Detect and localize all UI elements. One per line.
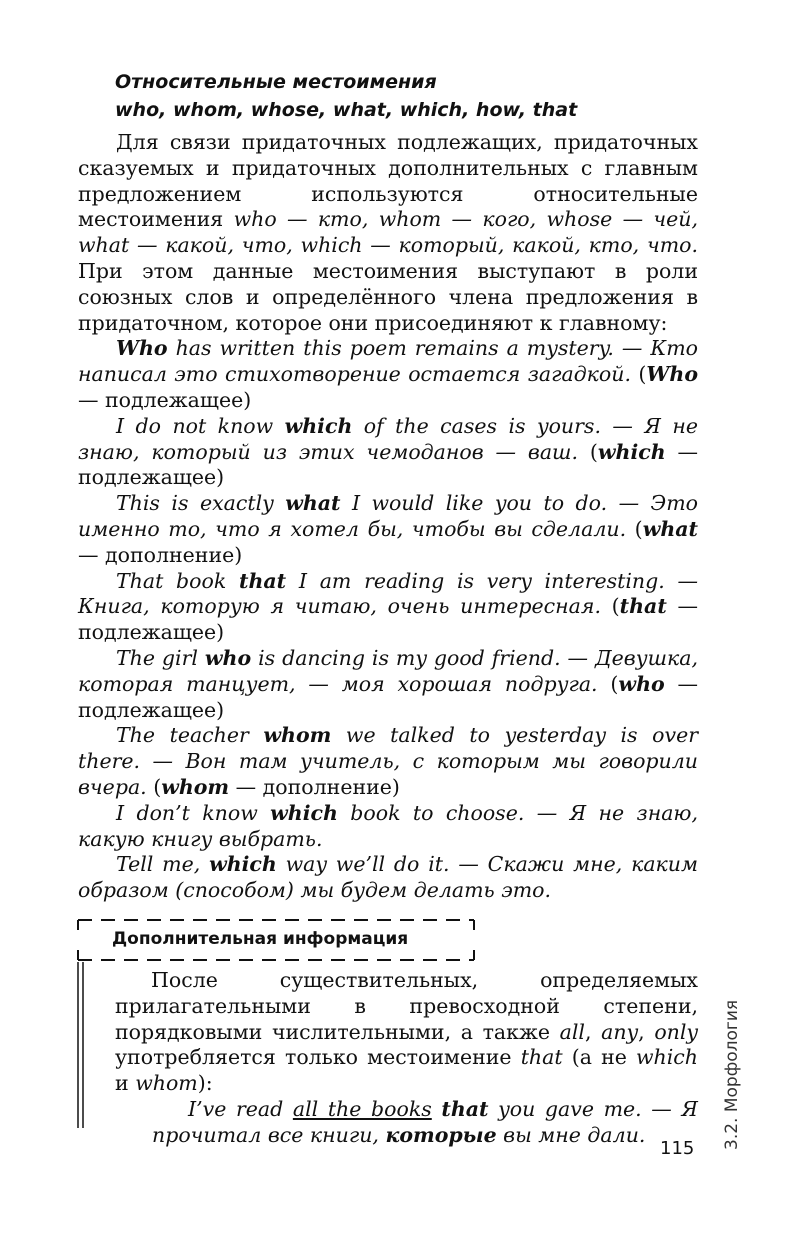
note-keyword: what (642, 516, 698, 541)
term-which-translation: — который, какой, кто, что. (362, 233, 698, 258)
example-8 (78, 852, 698, 904)
example-end: вы мне дали. (496, 1122, 646, 1147)
note-text: — подлежащее) (78, 387, 252, 412)
example-keyword: which (209, 852, 277, 877)
underlined-phrase: all the books (292, 1096, 432, 1121)
term-only: only (654, 1019, 698, 1044)
term-what-translation: — какой, что, (129, 233, 301, 258)
example-text: is dancing is my good friend. — Девушка, которая танцует, — моя хорошая подруга. (78, 645, 698, 696)
example-2 (78, 414, 698, 491)
term-whose-translation: — чей, (612, 207, 699, 232)
extra-text-3: (а не (562, 1045, 636, 1070)
example-pre: I don’t know (116, 800, 271, 825)
example-pre: That book (116, 568, 240, 593)
example-pre: I do not know (116, 413, 285, 438)
extra-example (152, 1097, 698, 1149)
note-open: ( (597, 671, 619, 696)
note-keyword: who (618, 671, 665, 696)
example-keyword: who (204, 645, 252, 670)
example-7 (78, 801, 698, 853)
example-keyword: what (285, 491, 341, 516)
example-pre: This is exactly (116, 491, 286, 516)
term-all: all (559, 1019, 585, 1044)
extra-info-title: Дополнительная информация (112, 929, 409, 949)
example-1 (78, 336, 698, 413)
intro-text-2: При этом данные местоимения выступают в роли союзных слов и определённого члена предложения в придаточном, которое они присоединяют к главному: (78, 258, 698, 335)
example-keyword-ru: которые (385, 1122, 497, 1147)
extra-text-5: ): (197, 1071, 213, 1096)
example-text: we talked to yesterday is over there. — Вон там учитель, с которым мы говорили вчера. (78, 723, 699, 799)
example-keyword: Who (116, 336, 168, 361)
term-that: that (520, 1045, 563, 1070)
example-text: I am reading is very interesting. — Книга, которую я читаю, очень интересная. (78, 568, 698, 619)
note-text: — подлежащее) (78, 671, 698, 722)
example-pre: The girl (116, 645, 205, 670)
note-keyword: whom (161, 774, 230, 799)
note-open: ( (578, 439, 598, 464)
example-4 (78, 569, 698, 646)
example-3 (78, 491, 698, 568)
intro-text-1: Для связи придаточных подлежащих, придаточных сказуемых и придаточных дополнительных с главным предложением используются относительные местоимения (78, 130, 698, 232)
heading-line-1: Относительные местоимения (115, 71, 437, 93)
extra-text-4: и (115, 1071, 136, 1096)
note-open: ( (146, 774, 162, 799)
term-whom: whom (378, 207, 442, 232)
chapter-side-label: 3.2. Морфология (722, 999, 742, 1150)
extra-text-2: употребляется только местоимение (115, 1045, 521, 1070)
example-text: you gave me. — Я прочитал все книги, (152, 1096, 698, 1147)
term-whose: whose (546, 207, 613, 232)
note-open: ( (600, 594, 620, 619)
note-keyword: which (597, 439, 666, 464)
note-text: — подлежащее) (78, 594, 698, 645)
note-open: ( (626, 516, 643, 541)
section-heading (115, 68, 715, 124)
term-whom-translation: — кого, (441, 207, 547, 232)
term-whom: whom (135, 1071, 198, 1096)
example-pre: The teacher (116, 723, 264, 748)
note-text: — подлежащее) (78, 439, 699, 490)
space (432, 1097, 442, 1121)
extra-info-body (115, 968, 698, 1149)
comma: , (584, 1019, 602, 1044)
page-number: 115 (660, 1138, 695, 1159)
term-what: what (78, 233, 130, 258)
main-text (78, 130, 698, 904)
term-who: who (233, 207, 277, 232)
examples-list (78, 336, 698, 904)
note-keyword: Who (646, 362, 699, 387)
example-pre: Tell me, (116, 852, 210, 877)
term-who-translation: — кто, (276, 207, 379, 232)
example-keyword: whom (263, 723, 332, 748)
example-5 (78, 646, 698, 723)
extra-paragraph (115, 968, 698, 1097)
term-any: any (601, 1019, 639, 1044)
note-keyword: that (619, 594, 667, 619)
term-which: which (636, 1045, 698, 1070)
example-pre: I’ve read (188, 1096, 293, 1121)
note-text: — дополнение) (229, 774, 400, 799)
intro-paragraph (78, 130, 698, 336)
heading-line-2: who, whom, whose, what, which, how, that (115, 99, 578, 121)
comma: , (638, 1019, 655, 1044)
example-keyword: which (284, 413, 353, 438)
example-keyword: that (239, 568, 287, 593)
note-open: ( (631, 362, 647, 387)
extra-text-1: После существительных, определяемых прилагательными в превосходной степени, порядковыми числительными, а также (115, 968, 698, 1044)
example-text: of the cases is yours. — Я не знаю, который из этих чемоданов — ваш. (78, 413, 698, 464)
example-text: way we’ll do it. — Скажи мне, каким образом (способом) мы будем делать это. (78, 852, 698, 903)
margin-bars (76, 962, 88, 1130)
extra-info-header (76, 918, 476, 962)
example-text: book to choose. — Я не знаю, какую книгу выбрать. (78, 800, 698, 851)
term-which: which (300, 233, 363, 258)
example-6 (78, 723, 698, 800)
example-text: I would like you to do. — Это именно то, что я хотел бы, чтобы вы сделали. (78, 491, 698, 541)
example-keyword: which (270, 800, 338, 825)
example-text: has written this poem remains a mystery. — Кто написал это стихотворение остается загадкой. (78, 336, 698, 387)
note-text: — дополнение) (78, 542, 243, 567)
example-keyword: that (441, 1096, 489, 1121)
